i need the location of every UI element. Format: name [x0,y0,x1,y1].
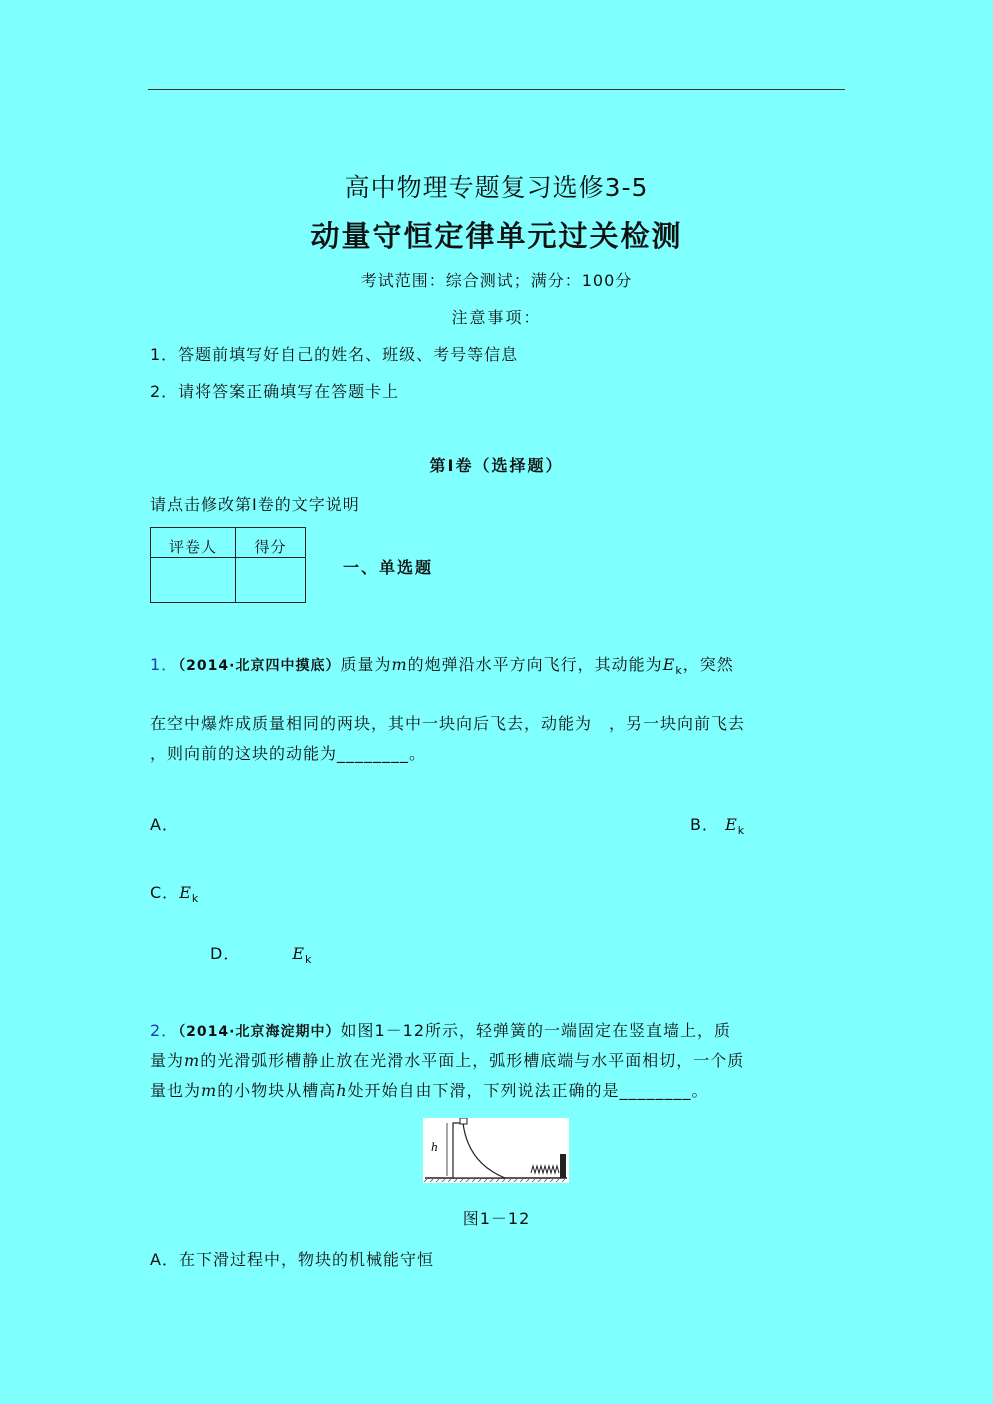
question-1-option-c[interactable]: C．$E_k$ [150,883,200,906]
question-number: 1． [150,655,179,674]
score-table [150,527,306,603]
notice-item-2: 2．请将答案正确填写在答题卡上 [150,382,400,401]
exam-info: 考试范围：综合测试；满分：100分 [360,271,633,290]
question-1-option-b[interactable]: B． $E_k$ [690,815,746,838]
question-2-line-2: 量为m的光滑弧形槽静止放在光滑水平面上，弧形槽底端与水平面相切，一个质 [150,1051,745,1070]
height-label: h [431,1141,439,1154]
figure-caption: 图1－12 [462,1209,531,1228]
slope-spring-diagram [423,1118,569,1183]
question-number: 2． [150,1021,179,1040]
question-source: （2014·北京海淀期中） [178,1024,341,1040]
question-1-line-3: ，则向前的这块的动能为________。 [150,744,427,763]
section-heading: 第I卷（选择题） [429,456,564,475]
score-table-cell-grader[interactable] [151,558,236,603]
page-title: 动量守恒定律单元过关检测 [310,219,683,253]
score-table-header-score: 得分 [236,528,306,558]
question-1-option-a[interactable]: A． [150,815,179,834]
question-source: （2014·北京四中摸底） [178,658,341,674]
question-1-line-2: 在空中爆炸成质量相同的两块，其中一块向后飞去，动能为 ，另一块向前飞去 [150,714,746,733]
notice-heading: 注意事项： [451,308,542,327]
score-table-header-grader: 评卷人 [151,528,236,558]
notice-item-1: 1．答题前填写好自己的姓名、班级、考号等信息 [150,345,519,364]
part-heading: 一、单选题 [343,558,434,577]
question-1-line-1: 1．（2014·北京四中摸底）质量为m的炮弹沿水平方向飞行，其动能为$E_k$，突然 [150,655,734,678]
header-rule [148,89,845,90]
question-2-line-3: 量也为m的小物块从槽高h处开始自由下滑，下列说法正确的是________。 [150,1081,709,1100]
section-description: 请点击修改第I卷的文字说明 [150,495,360,514]
score-table-cell-score[interactable] [236,558,306,603]
figure-1-12 [423,1118,569,1183]
question-2-line-1: 2．（2014·北京海淀期中）如图1－12所示，轻弹簧的一端固定在竖直墙上，质 [150,1021,732,1040]
question-1-option-d[interactable]: D． $E_k$ [210,944,313,967]
question-2-option-a[interactable]: A．在下滑过程中，物块的机械能守恒 [150,1250,434,1269]
subtitle: 高中物理专题复习选修3-5 [344,173,649,202]
